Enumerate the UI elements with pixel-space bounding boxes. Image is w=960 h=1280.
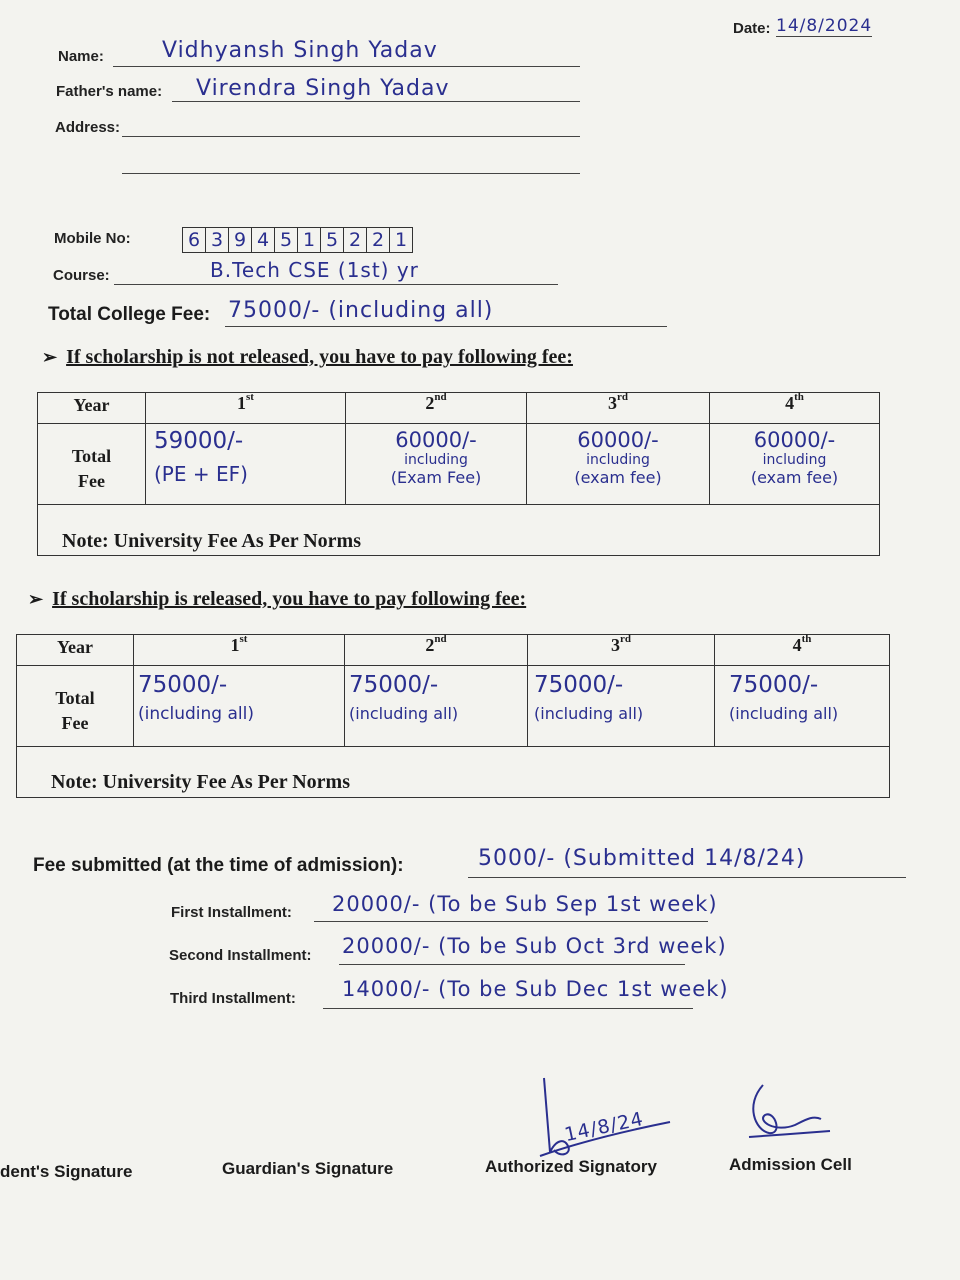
year-3-header: 3rd: [611, 633, 631, 655]
admission-cell-label: Admission Cell: [729, 1155, 852, 1174]
address-line-1: [122, 136, 580, 137]
total-label: Total: [55, 688, 95, 708]
third-installment-label: Third Installment:: [170, 990, 296, 1007]
fee-label: Fee: [61, 713, 89, 733]
mobile-digit-box: 1: [298, 228, 321, 252]
year-4-note-2: (exam fee): [750, 468, 839, 487]
mobile-number-boxes: [182, 227, 413, 253]
date-value: 14/8/2024: [776, 16, 873, 36]
first-installment-label: First Installment:: [171, 904, 292, 921]
year-4-note-1: including: [762, 452, 827, 468]
name-label: Name:: [58, 48, 104, 65]
admission-signature-scribble: [735, 1075, 835, 1145]
year-1-fee: 75000/-: [138, 672, 228, 698]
year-4-header: 4th: [792, 633, 812, 655]
year-4-header: 4th: [785, 391, 804, 413]
year-2-fee: 60000/-: [395, 428, 477, 452]
father-value: Virendra Singh Yadav: [196, 76, 450, 101]
year-2-header: 2nd: [425, 633, 447, 655]
date-label: Date:: [733, 20, 771, 37]
total-fee-label: Total College Fee:: [48, 304, 211, 325]
note-university-fee-1: Note: University Fee As Per Norms: [62, 530, 361, 552]
arrow-right-icon: ➢: [42, 347, 58, 367]
second-installment-value: 20000/- (To be Sub Oct 3rd week): [342, 934, 727, 958]
year-1-header: 1st: [230, 633, 248, 655]
father-underline: [172, 101, 580, 102]
third-installment-value: 14000/- (To be Sub Dec 1st week): [342, 977, 729, 1001]
course-value: B.Tech CSE (1st) yr: [210, 258, 419, 282]
year-1-fee: 59000/-: [154, 428, 244, 454]
section1-heading: [42, 346, 573, 369]
section2-heading: [28, 588, 526, 611]
year-4-fee: 75000/-: [729, 672, 819, 698]
second-installment-underline: [339, 964, 685, 965]
mobile-digit-box: 6: [183, 228, 206, 252]
third-installment-underline: [323, 1008, 693, 1009]
year-3-header: 3rd: [608, 391, 628, 413]
section2-heading-text: If scholarship is released, you have to pay following fee:: [52, 588, 527, 610]
student-signature-label: dent's Signature: [0, 1162, 133, 1181]
address-label: Address:: [55, 119, 121, 136]
total-fee-underline: [225, 326, 667, 327]
mobile-digit-box: 5: [321, 228, 344, 252]
guardian-signature-label: Guardian's Signature: [222, 1159, 394, 1178]
first-installment-underline: [314, 921, 708, 922]
year-3-fee: 60000/-: [577, 428, 659, 452]
year-header: Year: [57, 637, 93, 657]
year-3-note: (including all): [534, 704, 644, 723]
year-2-header: 2nd: [425, 391, 447, 413]
course-underline: [114, 284, 558, 285]
mobile-digit-box: 4: [252, 228, 275, 252]
year-header: Year: [73, 395, 110, 415]
year-2-note: (including all): [349, 704, 459, 723]
total-fee-value: 75000/- (including all): [228, 298, 494, 323]
year-1-note: (including all): [138, 704, 254, 724]
father-label: Father's name:: [56, 83, 163, 100]
course-label: Course:: [53, 267, 110, 284]
year-3-note-2: (exam fee): [574, 468, 662, 487]
fee-label: Fee: [78, 471, 105, 491]
total-label: Total: [71, 446, 112, 466]
name-underline: [113, 66, 580, 67]
year-2-fee: 75000/-: [349, 672, 439, 698]
mobile-digit-box: 1: [390, 228, 413, 252]
first-installment-value: 20000/- (To be Sub Sep 1st week): [332, 892, 718, 916]
mobile-digit-box: 2: [344, 228, 367, 252]
authorized-signatory-label: Authorized Signatory: [485, 1157, 657, 1176]
fee-submitted-underline: [468, 877, 906, 878]
mobile-label: Mobile No:: [54, 230, 131, 247]
address-line-2: [122, 173, 580, 174]
fee-submitted-label: Fee submitted (at the time of admission):: [33, 855, 404, 876]
year-1-note: (PE + EF): [154, 462, 248, 486]
fee-table-no-scholarship: [37, 392, 880, 556]
fee-table-scholarship: [16, 634, 890, 798]
fee-submitted-value: 5000/- (Submitted 14/8/24): [478, 846, 806, 871]
section1-heading-text: If scholarship is not released, you have to pay following fee:: [66, 346, 573, 368]
authorized-signature-date: 14/8/24: [562, 1107, 646, 1147]
year-3-fee: 75000/-: [534, 672, 624, 698]
mobile-digit-box: 2: [367, 228, 390, 252]
year-1-header: 1st: [237, 391, 254, 413]
mobile-digit-box: 5: [275, 228, 298, 252]
second-installment-label: Second Installment:: [169, 947, 312, 964]
year-2-note-1: including: [404, 452, 468, 468]
year-4-fee: 60000/-: [753, 428, 836, 452]
note-university-fee-2: Note: University Fee As Per Norms: [51, 771, 350, 793]
mobile-digit-box: 3: [206, 228, 229, 252]
name-value: Vidhyansh Singh Yadav: [162, 38, 438, 63]
mobile-digit-box: 9: [229, 228, 252, 252]
year-4-note: (including all): [729, 704, 839, 723]
arrow-right-icon: ➢: [28, 589, 44, 609]
year-2-note-2: (Exam Fee): [390, 468, 482, 487]
year-3-note-1: including: [586, 452, 650, 468]
